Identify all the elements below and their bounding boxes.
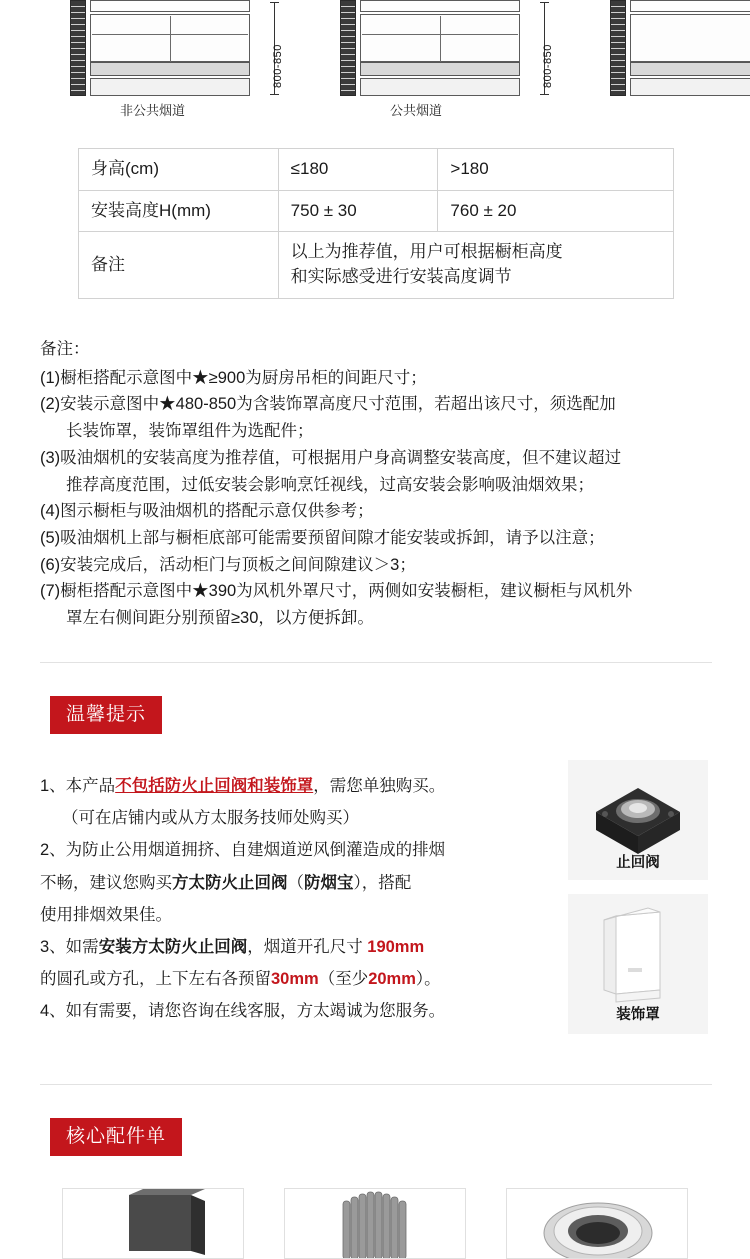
- remark-item: (6)安装完成后，活动柜门与顶板之间间隙建议＞3；: [40, 555, 416, 574]
- wall-brick-left: [70, 0, 86, 96]
- decorative-cover-thumbnail: [568, 894, 708, 1034]
- diagram-public-flue: [330, 0, 580, 120]
- table-cell-note-value: [278, 232, 673, 298]
- thumb-caption: 止回阀: [616, 855, 660, 871]
- diagram-caption: 非公共烟道: [120, 103, 186, 118]
- check-valve-thumbnail: [568, 760, 708, 880]
- parts-section-badge: 核心配件单: [50, 1118, 182, 1156]
- tips-line-2: （可在店铺内或从方太服务技师处购买）: [62, 809, 359, 828]
- cabinet-body-outline: [630, 14, 750, 62]
- upper-cabinet-outline: [630, 0, 750, 12]
- tips-line-7-e: ）。: [415, 970, 441, 989]
- tips-line-1: [40, 770, 540, 802]
- tips-line-6-product: 安装方太防火止回阀: [98, 937, 248, 956]
- remark-item-cont: 推荐高度范围，过低安装会影响烹饪视线，过高安装会影响吸油烟效果；: [66, 475, 594, 494]
- table-cell-value: ≤180: [278, 149, 438, 191]
- upper-cabinet-outline: [90, 0, 250, 12]
- table-row: [79, 149, 674, 191]
- flex-hose-icon: [285, 1189, 466, 1259]
- dimension-label: 800-850: [272, 44, 284, 88]
- tips-section-badge: 温馨提示: [50, 696, 162, 734]
- tips-line-4-product: 方太防火止回阀: [172, 873, 288, 892]
- diagram-partial-right: [600, 0, 750, 120]
- tips-text-block: [40, 770, 540, 1027]
- round-flange-icon: [507, 1189, 688, 1259]
- dimension-label: 800-850: [542, 44, 554, 88]
- tips-line-6-c: ，烟道开孔尺寸: [247, 937, 363, 956]
- table-cell-value: >180: [438, 149, 674, 191]
- tips-line-4-c: （: [287, 873, 304, 892]
- install-height-table: [78, 148, 674, 299]
- upper-cabinet-outline: [360, 0, 520, 12]
- table-row-note: [79, 232, 674, 298]
- tips-line-1-a: 1、本产品: [40, 777, 116, 795]
- accessory-card: [284, 1188, 466, 1259]
- tips-line-3: 2、为防止公用烟道拥挤、自建烟道逆风倒灌造成的排烟: [40, 841, 446, 860]
- dimension-tick-top: [540, 2, 549, 3]
- range-hood-body: [630, 62, 750, 76]
- table-cell-note-label: 备注: [79, 232, 279, 298]
- section-divider: [40, 1084, 712, 1085]
- tips-line-5: 使用排烟效果佳。: [40, 905, 172, 924]
- remark-item: (2)安装示意图中★480-850为含装饰罩高度尺寸范围，若超出该尺寸，须选配加: [40, 395, 616, 414]
- tips-line-6: [40, 931, 540, 963]
- table-cell-label: 安装高度H(mm): [79, 190, 279, 232]
- tips-line-4: [40, 867, 540, 899]
- tips-line-7-dimension: 30mm: [271, 970, 319, 989]
- tips-line-7-min: 20mm: [368, 970, 416, 989]
- remark-item-cont: 长装饰罩，装饰罩组件为选配件；: [66, 422, 314, 441]
- tips-line-6-dimension: 190mm: [367, 937, 425, 956]
- tips-line-4-e: ），搭配: [353, 873, 412, 892]
- range-hood-body: [360, 62, 520, 76]
- remark-item: (1)橱柜搭配示意图中★≥900为厨房吊柜的间距尺寸；: [40, 368, 427, 387]
- table-cell-value: 760 ± 20: [438, 190, 674, 232]
- dimension-tick-top: [270, 2, 279, 3]
- remarks-block: [40, 336, 712, 632]
- remark-item: (7)橱柜搭配示意图中★390为风机外罩尺寸，两侧如安装橱柜，建议橱柜与风机外: [40, 582, 633, 601]
- tips-line-7-a: 的圆孔或方孔，上下左右各预留: [40, 970, 271, 989]
- remark-item: (4)图示橱柜与吸油烟机的搭配示意仅供参考；: [40, 502, 374, 521]
- diagram-non-public-flue: [60, 0, 310, 120]
- counter-outline: [630, 78, 750, 96]
- diagram-caption: 公共烟道: [390, 103, 443, 118]
- note-line-1: 以上为推荐值，用户可根据橱柜高度: [290, 242, 563, 262]
- flat-duct-icon: [63, 1189, 244, 1259]
- tips-line-1-c: ，需您单独购买。: [313, 777, 446, 795]
- counter-outline: [90, 78, 250, 96]
- tips-line-4-a: 不畅，建议您购买: [40, 873, 172, 892]
- section-divider: [40, 662, 712, 663]
- table-cell-value: 750 ± 30: [278, 190, 438, 232]
- tips-line-1-highlight: 不包括防火止回阀和装饰罩: [115, 777, 314, 795]
- range-hood-body: [90, 62, 250, 76]
- remark-item: (5)吸油烟机上部与橱柜底部可能需要预留间隙才能安装或拆卸，请予以注意；: [40, 529, 605, 548]
- tips-line-7-c: （至少: [318, 970, 369, 989]
- table-cell-label: 身高(cm): [79, 149, 279, 191]
- remark-item: (3)吸油烟机的安装高度为推荐值，可根据用户身高调整安装高度，但不建议超过: [40, 448, 622, 467]
- remark-item-cont: 罩左右侧间距分别预留≥30，以方便拆卸。: [66, 609, 374, 628]
- wall-brick-left: [610, 0, 626, 96]
- accessory-card: [62, 1188, 244, 1259]
- tips-line-8: 4、如有需要，请您咨询在线客服，方太竭诚为您服务。: [40, 1002, 446, 1021]
- tips-line-7: [40, 963, 540, 995]
- installation-diagram-strip: [0, 0, 750, 120]
- remarks-title: 备注：: [40, 340, 90, 358]
- accessory-card: [506, 1188, 688, 1259]
- wall-brick-left: [340, 0, 356, 96]
- cabinet-divider-line: [170, 16, 171, 62]
- note-line-2: 和实际感受进行安装高度调节: [290, 266, 512, 286]
- cabinet-divider-line: [440, 16, 441, 62]
- tips-line-6-a: 3、如需: [40, 937, 99, 956]
- thumb-caption: 装饰罩: [616, 1007, 660, 1023]
- dimension-tick-bottom: [540, 94, 549, 95]
- table-row: [79, 190, 674, 232]
- dimension-tick-bottom: [270, 94, 279, 95]
- counter-outline: [360, 78, 520, 96]
- tips-line-4-alias: 防烟宝: [304, 873, 354, 892]
